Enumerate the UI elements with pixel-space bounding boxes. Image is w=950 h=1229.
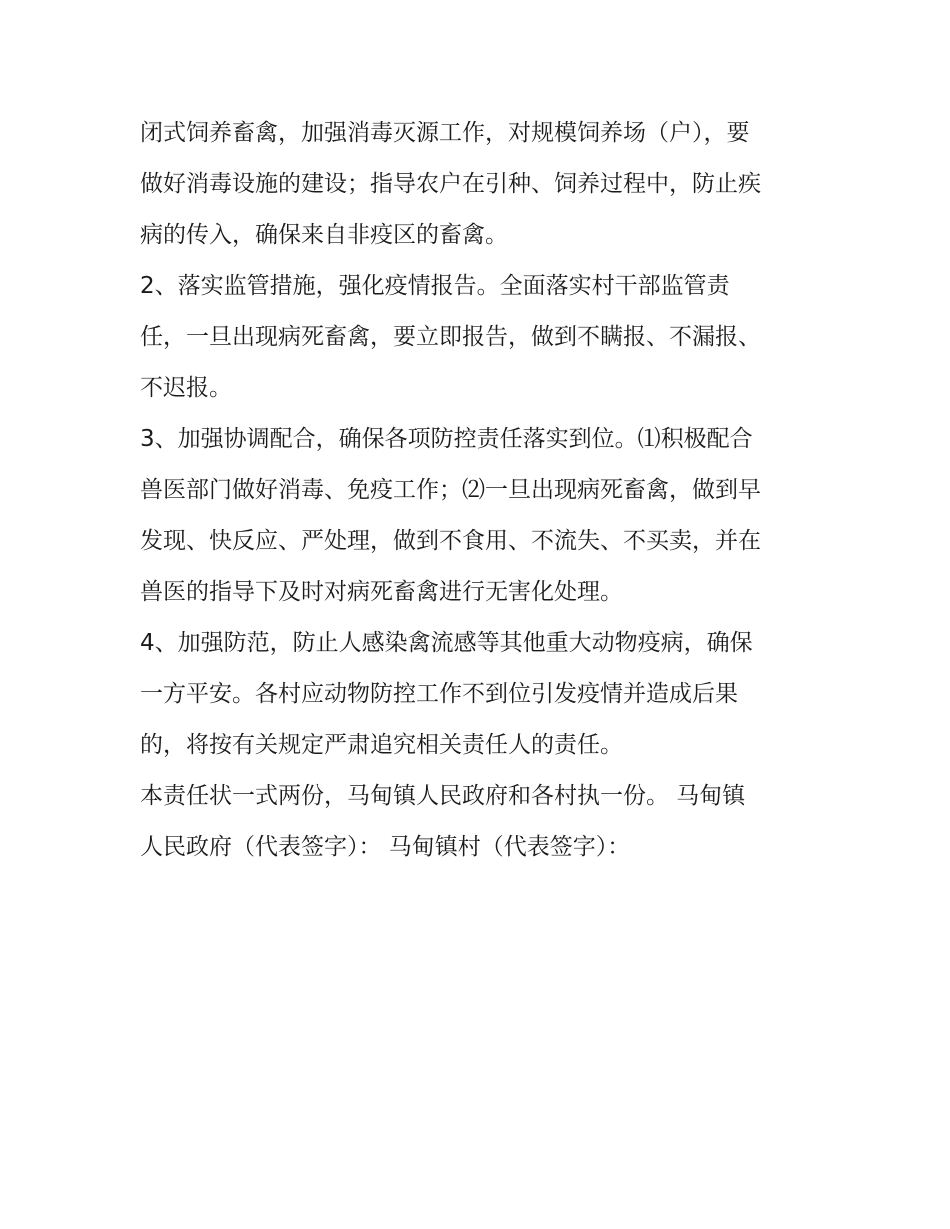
text-line: 病的传入，确保来自非疫区的畜禽。 [140,222,508,248]
text-line: 发现、快反应、严处理，做到不食用、不流失、不买卖，并在 [140,528,761,554]
text-line: 的，将按有关规定严肃追究相关责任人的责任。 [140,732,623,758]
text-line: 不迟报。 [140,375,232,401]
text-line: 一方平安。各村应动物防控工作不到位引发疫情并造成后果 [140,681,738,707]
text-line: 本责任状一式两份，马甸镇人民政府和各村执一份。 马甸镇 [140,783,746,809]
text-line: 做好消毒设施的建设；指导农户在引种、饲养过程中，防止疾 [140,171,761,197]
text-line: 人民政府（代表签字）： 马甸镇村（代表签字）： [140,834,631,860]
text-line: 闭式饲养畜禽，加强消毒灭源工作，对规模饲养场（户），要 [140,120,750,146]
text-line: 任，一旦出现病死畜禽，要立即报告，做到不瞒报、不漏报、 [140,324,761,350]
document-body [140,108,820,873]
text-line: 4、加强防范，防止人感染禽流感等其他重大动物疫病，确保 [140,630,753,656]
text-line: 2、落实监管措施，强化疫情报告。全面落实村干部监管责 [140,273,730,299]
text-line: 兽医的指导下及时对病死畜禽进行无害化处理。 [140,579,623,605]
text-line: 3、加强协调配合，确保各项防控责任落实到位。⑴积极配合 [140,426,753,452]
text-line: 兽医部门做好消毒、免疫工作；⑵一旦出现病死畜禽，做到早 [140,477,761,503]
